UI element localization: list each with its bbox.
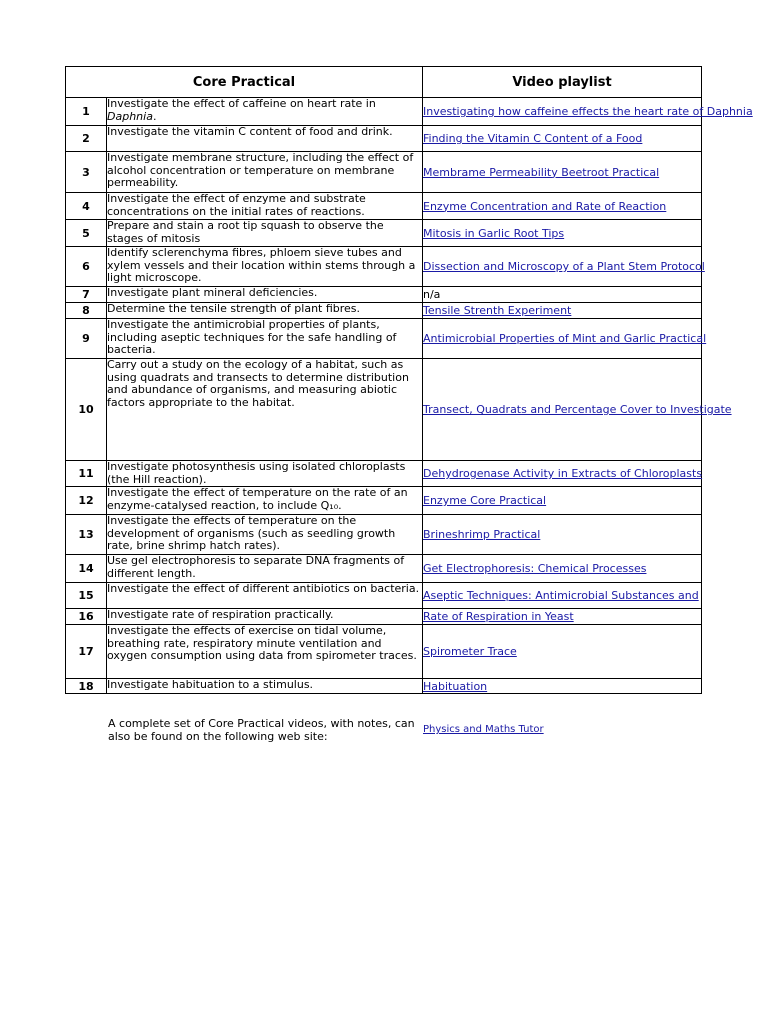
- table-row: [66, 303, 702, 319]
- video-cell: [423, 487, 702, 515]
- table-row: [66, 487, 702, 515]
- video-link[interactable]: Antimicrobial Properties of Mint and Garlic Practical: [423, 332, 707, 345]
- video-link[interactable]: Rate of Respiration in Yeast: [423, 610, 574, 623]
- video-link[interactable]: Investigating how caffeine effects the heart rate of Daphnia: [423, 105, 753, 118]
- practical-number: 13: [66, 515, 107, 555]
- practical-number: 2: [66, 126, 107, 152]
- practical-number: 4: [66, 193, 107, 220]
- practical-number: 12: [66, 487, 107, 515]
- video-cell: [423, 287, 702, 303]
- video-link[interactable]: Dissection and Microscopy of a Plant Stem Protocol: [423, 260, 705, 273]
- core-practicals-table: [65, 66, 753, 694]
- video-value: n/a: [423, 288, 441, 301]
- practical-description: Investigate the antimicrobial properties of plants, including aseptic techniques for the safe handling of bacteria.: [107, 319, 423, 359]
- description-italic: Daphnia: [107, 109, 153, 123]
- practical-number: 10: [66, 359, 107, 461]
- footer-note: A complete set of Core Practical videos, with notes, can also be found on the following web site:: [108, 717, 415, 743]
- video-cell: [423, 555, 702, 583]
- practical-number: 11: [66, 461, 107, 487]
- practical-description: Investigate the effect of different antibiotics on bacteria.: [107, 583, 423, 609]
- video-cell: [423, 515, 702, 555]
- practical-number: 6: [66, 247, 107, 287]
- video-cell: [423, 247, 705, 287]
- video-link[interactable]: Enzyme Core Practical: [423, 494, 547, 507]
- table-row: [66, 287, 702, 303]
- header-row: [66, 67, 702, 98]
- practical-description: Investigate habituation to a stimulus.: [107, 679, 423, 694]
- physics-maths-tutor-link[interactable]: Physics and Maths Tutor: [423, 724, 544, 735]
- table-row: [66, 98, 702, 126]
- table-row: [66, 609, 702, 625]
- practical-number: 17: [66, 625, 107, 679]
- video-link[interactable]: Finding the Vitamin C Content of a Food: [423, 132, 643, 145]
- video-cell: [423, 98, 753, 126]
- video-cell: [423, 126, 702, 152]
- video-cell: [423, 609, 702, 625]
- practical-number: 14: [66, 555, 107, 583]
- practical-number: 3: [66, 152, 107, 193]
- practical-number: 5: [66, 220, 107, 247]
- table-row: [66, 193, 702, 220]
- core-practical-header: Core Practical: [66, 67, 423, 98]
- description-end: .: [152, 109, 157, 123]
- practical-description: Prepare and stain a root tip squash to observe the stages of mitosis: [107, 220, 423, 247]
- table-row: [66, 126, 702, 152]
- practical-description: Carry out a study on the ecology of a habitat, such as using quadrats and transects to determine distribution and abundance of organisms, and measuring abiotic factors appropriate to the habitat.: [107, 359, 423, 461]
- table-row: [66, 359, 702, 461]
- table-row: [66, 152, 702, 193]
- practical-description: Identify sclerenchyma fibres, phloem sieve tubes and xylem vessels and their location within stems through a light microscope.: [107, 247, 423, 287]
- video-link[interactable]: Habituation: [423, 679, 488, 693]
- video-link[interactable]: Transect, Quadrats and Percentage Cover to Investigate: [423, 403, 732, 416]
- practical-number: 18: [66, 679, 107, 694]
- video-link[interactable]: Mitosis in Garlic Root Tips: [423, 226, 565, 240]
- practical-number: 9: [66, 319, 107, 359]
- table-row: [66, 247, 702, 287]
- practical-description: Investigate plant mineral deficiencies.: [107, 287, 423, 303]
- video-cell: [423, 461, 702, 487]
- practical-description: Investigate the effect of temperature on the rate of an enzyme-catalysed reaction, to include Q₁₀.: [107, 487, 423, 515]
- practical-description: Investigate membrane structure, including the effect of alcohol concentration or temperature on membrane permeability.: [107, 152, 423, 193]
- video-cell: [423, 193, 702, 220]
- description-text: Investigate the effect of caffeine on heart rate in: [107, 97, 376, 110]
- practical-description: Investigate the effect of enzyme and substrate concentrations on the initial rates of reactions.: [107, 193, 423, 220]
- table-row: [66, 583, 702, 609]
- table-row: [66, 461, 702, 487]
- video-link[interactable]: Membrame Permeability Beetroot Practical: [423, 165, 660, 179]
- practical-description: Determine the tensile strength of plant fibres.: [107, 303, 423, 319]
- practical-description: Use gel electrophoresis to separate DNA fragments of different length.: [107, 555, 423, 583]
- practical-number: 7: [66, 287, 107, 303]
- practical-number: 1: [66, 98, 107, 126]
- video-cell: [423, 303, 702, 319]
- practical-number: 8: [66, 303, 107, 319]
- video-link[interactable]: Get Electrophoresis: Chemical Processes: [423, 562, 647, 575]
- video-cell: [423, 359, 732, 461]
- practical-description: Investigate the effects of exercise on tidal volume, breathing rate, respiratory minute ventilation and oxygen consumption using data from spirometer traces.: [107, 625, 423, 679]
- practical-number: 16: [66, 609, 107, 625]
- practical-description: Investigate the effects of temperature on the development of organisms (such as seedling growth rate, brine shrimp hatch rates).: [107, 515, 423, 555]
- practical-description: [107, 98, 423, 126]
- practical-number: 15: [66, 583, 107, 609]
- video-link[interactable]: Enzyme Concentration and Rate of Reaction: [423, 199, 667, 213]
- table-row: [66, 679, 702, 694]
- video-cell: [423, 583, 702, 609]
- video-link[interactable]: Dehydrogenase Activity in Extracts of Chloroplasts: [423, 467, 703, 480]
- practical-description: Investigate rate of respiration practically.: [107, 609, 423, 625]
- video-link[interactable]: Spirometer Trace: [423, 645, 517, 658]
- table-row: [66, 555, 702, 583]
- table-row: [66, 625, 702, 679]
- video-playlist-header: Video playlist: [423, 67, 702, 98]
- video-link[interactable]: Tensile Strenth Experiment: [423, 304, 572, 317]
- table-row: [66, 515, 702, 555]
- table-row: [66, 319, 702, 359]
- video-link[interactable]: Aseptic Techniques: Antimicrobial Substances and: [423, 589, 699, 602]
- practical-description: Investigate photosynthesis using isolated chloroplasts (the Hill reaction).: [107, 461, 423, 487]
- video-link[interactable]: Brineshrimp Practical: [423, 528, 541, 541]
- video-cell: [423, 319, 707, 359]
- practical-description: Investigate the vitamin C content of food and drink.: [107, 126, 423, 152]
- video-cell: [423, 152, 702, 193]
- video-cell: [423, 625, 702, 679]
- table-row: [66, 220, 702, 247]
- video-cell: [423, 220, 702, 247]
- video-cell: [423, 679, 702, 694]
